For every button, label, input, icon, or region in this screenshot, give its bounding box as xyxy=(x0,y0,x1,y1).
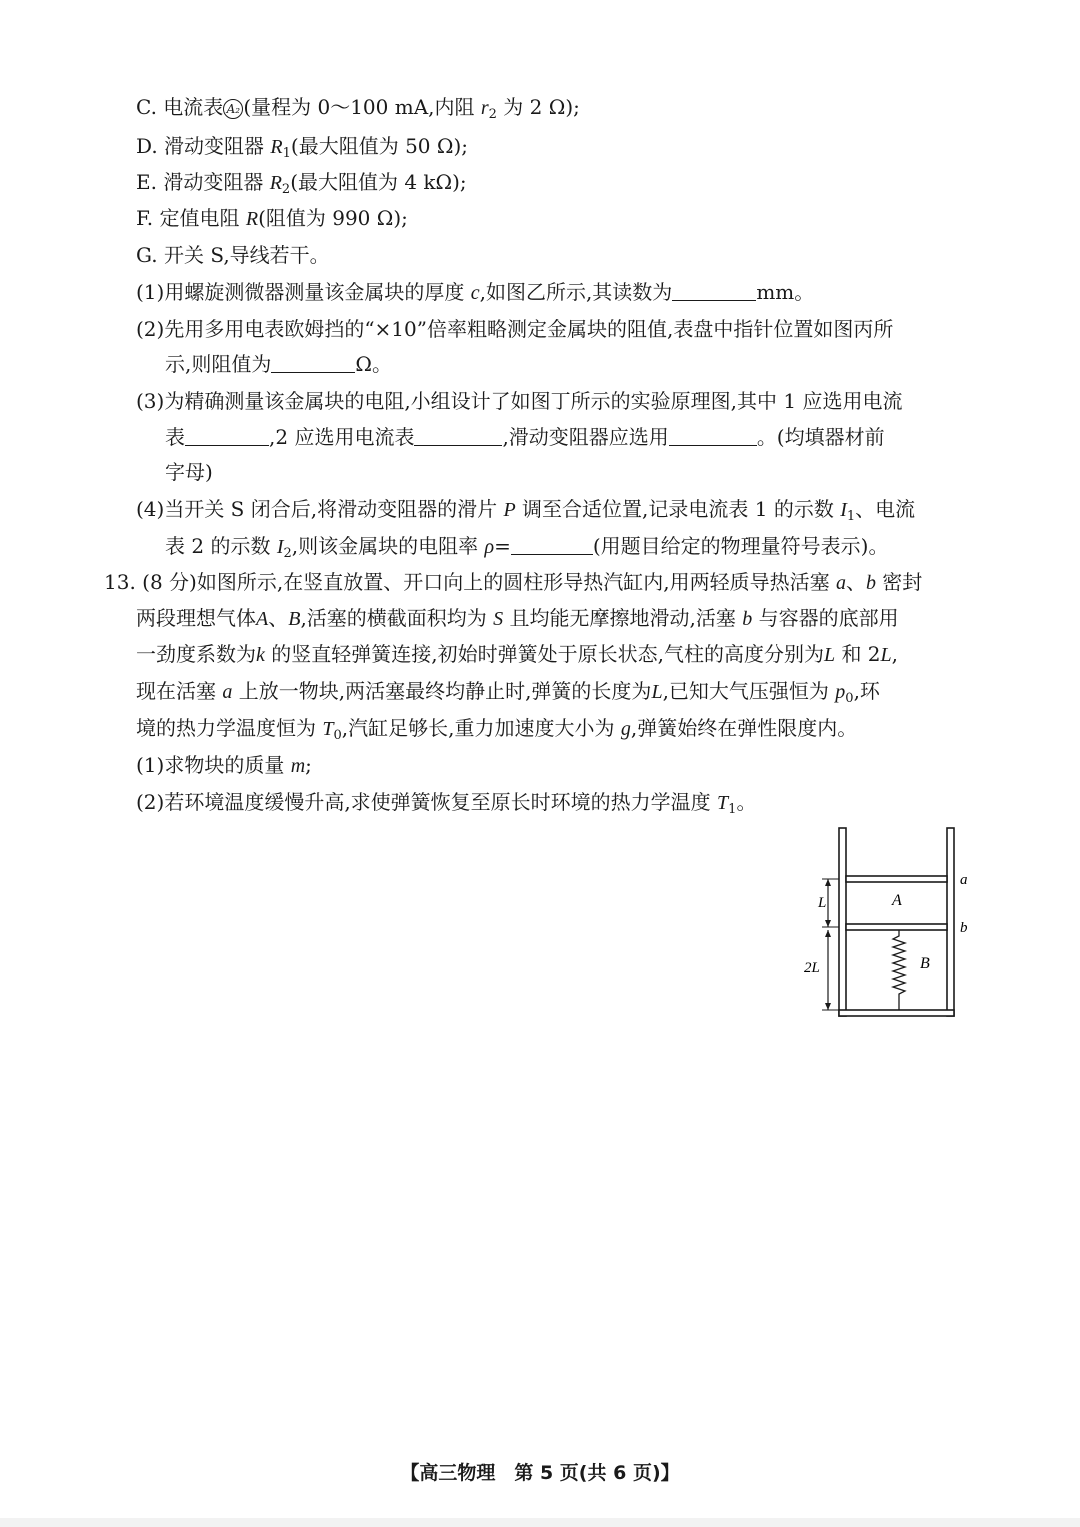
option-g: G. 开关 S,导线若干。 xyxy=(136,243,330,267)
arrowhead xyxy=(825,920,831,927)
cylinder-left-wall xyxy=(839,828,846,1016)
ammeter-a2-icon: A₂ xyxy=(223,99,243,119)
page-footer: 【高三物理 第 5 页(共 6 页)】 xyxy=(400,1462,680,1484)
label-gas-a: A xyxy=(892,892,902,909)
page-bottom-edge xyxy=(0,1518,1080,1527)
answer-blank[interactable] xyxy=(669,425,757,446)
q12-part4-line2: 表 2 的示数 $I_2$,则该金属块的电阻率 ρ= (用题目给定的物理量符号表示)。 xyxy=(165,534,889,561)
arrowhead xyxy=(825,930,831,937)
q13-part1: (1)求物块的质量 m; xyxy=(136,753,312,777)
answer-blank[interactable] xyxy=(271,352,355,373)
q12-part3-line1: (3)为精确测量该金属块的电阻,小组设计了如图丁所示的实验原理图,其中 1 应选用电流 xyxy=(136,389,903,413)
q13-line2: 两段理想气体A、B,活塞的横截面积均为 S 且均能无摩擦地滑动,活塞 b 与容器的底部用 xyxy=(136,606,899,630)
q12-part1: (1)用螺旋测微器测量该金属块的厚度 c,如图乙所示,其读数为 mm。 xyxy=(136,280,815,304)
label-2l: 2L xyxy=(804,960,820,976)
cylinder-diagram xyxy=(800,820,990,1025)
label-piston-a: a xyxy=(960,872,968,888)
arrowhead xyxy=(825,879,831,886)
cylinder-right-wall xyxy=(947,828,954,1016)
q12-part3-line2: 表 ,2 应选用电流表 ,滑动变阻器应选用 。(均填器材前 xyxy=(165,425,885,449)
option-c: C. 电流表 A₂ (量程为 0～100 mA,内阻 $r_2$ 为 2 Ω); xyxy=(136,95,580,122)
label-l: L xyxy=(818,895,827,911)
option-e: E. 滑动变阻器 $R_2$(最大阻值为 4 kΩ); xyxy=(136,170,467,197)
piston-b xyxy=(846,924,947,930)
spring xyxy=(893,930,905,1010)
option-d: D. 滑动变阻器 $R_1$(最大阻值为 50 Ω); xyxy=(136,134,468,161)
q13-line4: 现在活塞 a 上放一物块,两活塞最终均静止时,弹簧的长度为L,已知大气压强恒为 $p_0$,环 xyxy=(136,679,880,706)
q12-part3-line3: 字母) xyxy=(165,460,213,484)
q13-line1: 13. (8 分)如图所示,在竖直放置、开口向上的圆柱形导热汽缸内,用两轻质导热活塞 a、b 密封 xyxy=(104,570,923,594)
piston-a xyxy=(846,876,947,882)
answer-blank[interactable] xyxy=(672,280,756,301)
q12-part4-line1: (4)当开关 S 闭合后,将滑动变阻器的滑片 P 调至合适位置,记录电流表 1 的示数 $I_1$、电流 xyxy=(136,497,916,524)
q13-line3: 一劲度系数为k 的竖直轻弹簧连接,初始时弹簧处于原长状态,气柱的高度分别为L 和 2L, xyxy=(136,642,899,666)
q13-part2: (2)若环境温度缓慢升高,求使弹簧恢复至原长时环境的热力学温度 $T_1$。 xyxy=(136,790,757,817)
label-gas-b: B xyxy=(920,955,930,972)
option-f: F. 定值电阻 R(阻值为 990 Ω); xyxy=(136,206,408,230)
label-piston-b: b xyxy=(960,920,968,936)
cylinder-bottom xyxy=(839,1010,954,1016)
answer-blank[interactable] xyxy=(185,425,269,446)
q12-part2-line1: (2)先用多用电表欧姆挡的“×10”倍率粗略测定金属块的阻值,表盘中指针位置如图丙所 xyxy=(136,317,894,341)
q12-part2-line2: 示,则阻值为 Ω。 xyxy=(165,352,392,376)
answer-blank[interactable] xyxy=(511,534,593,555)
arrowhead xyxy=(825,1003,831,1010)
answer-blank[interactable] xyxy=(414,425,502,446)
q13-line5: 境的热力学温度恒为 $T_0$,汽缸足够长,重力加速度大小为 g,弹簧始终在弹性限度内。 xyxy=(136,716,858,743)
